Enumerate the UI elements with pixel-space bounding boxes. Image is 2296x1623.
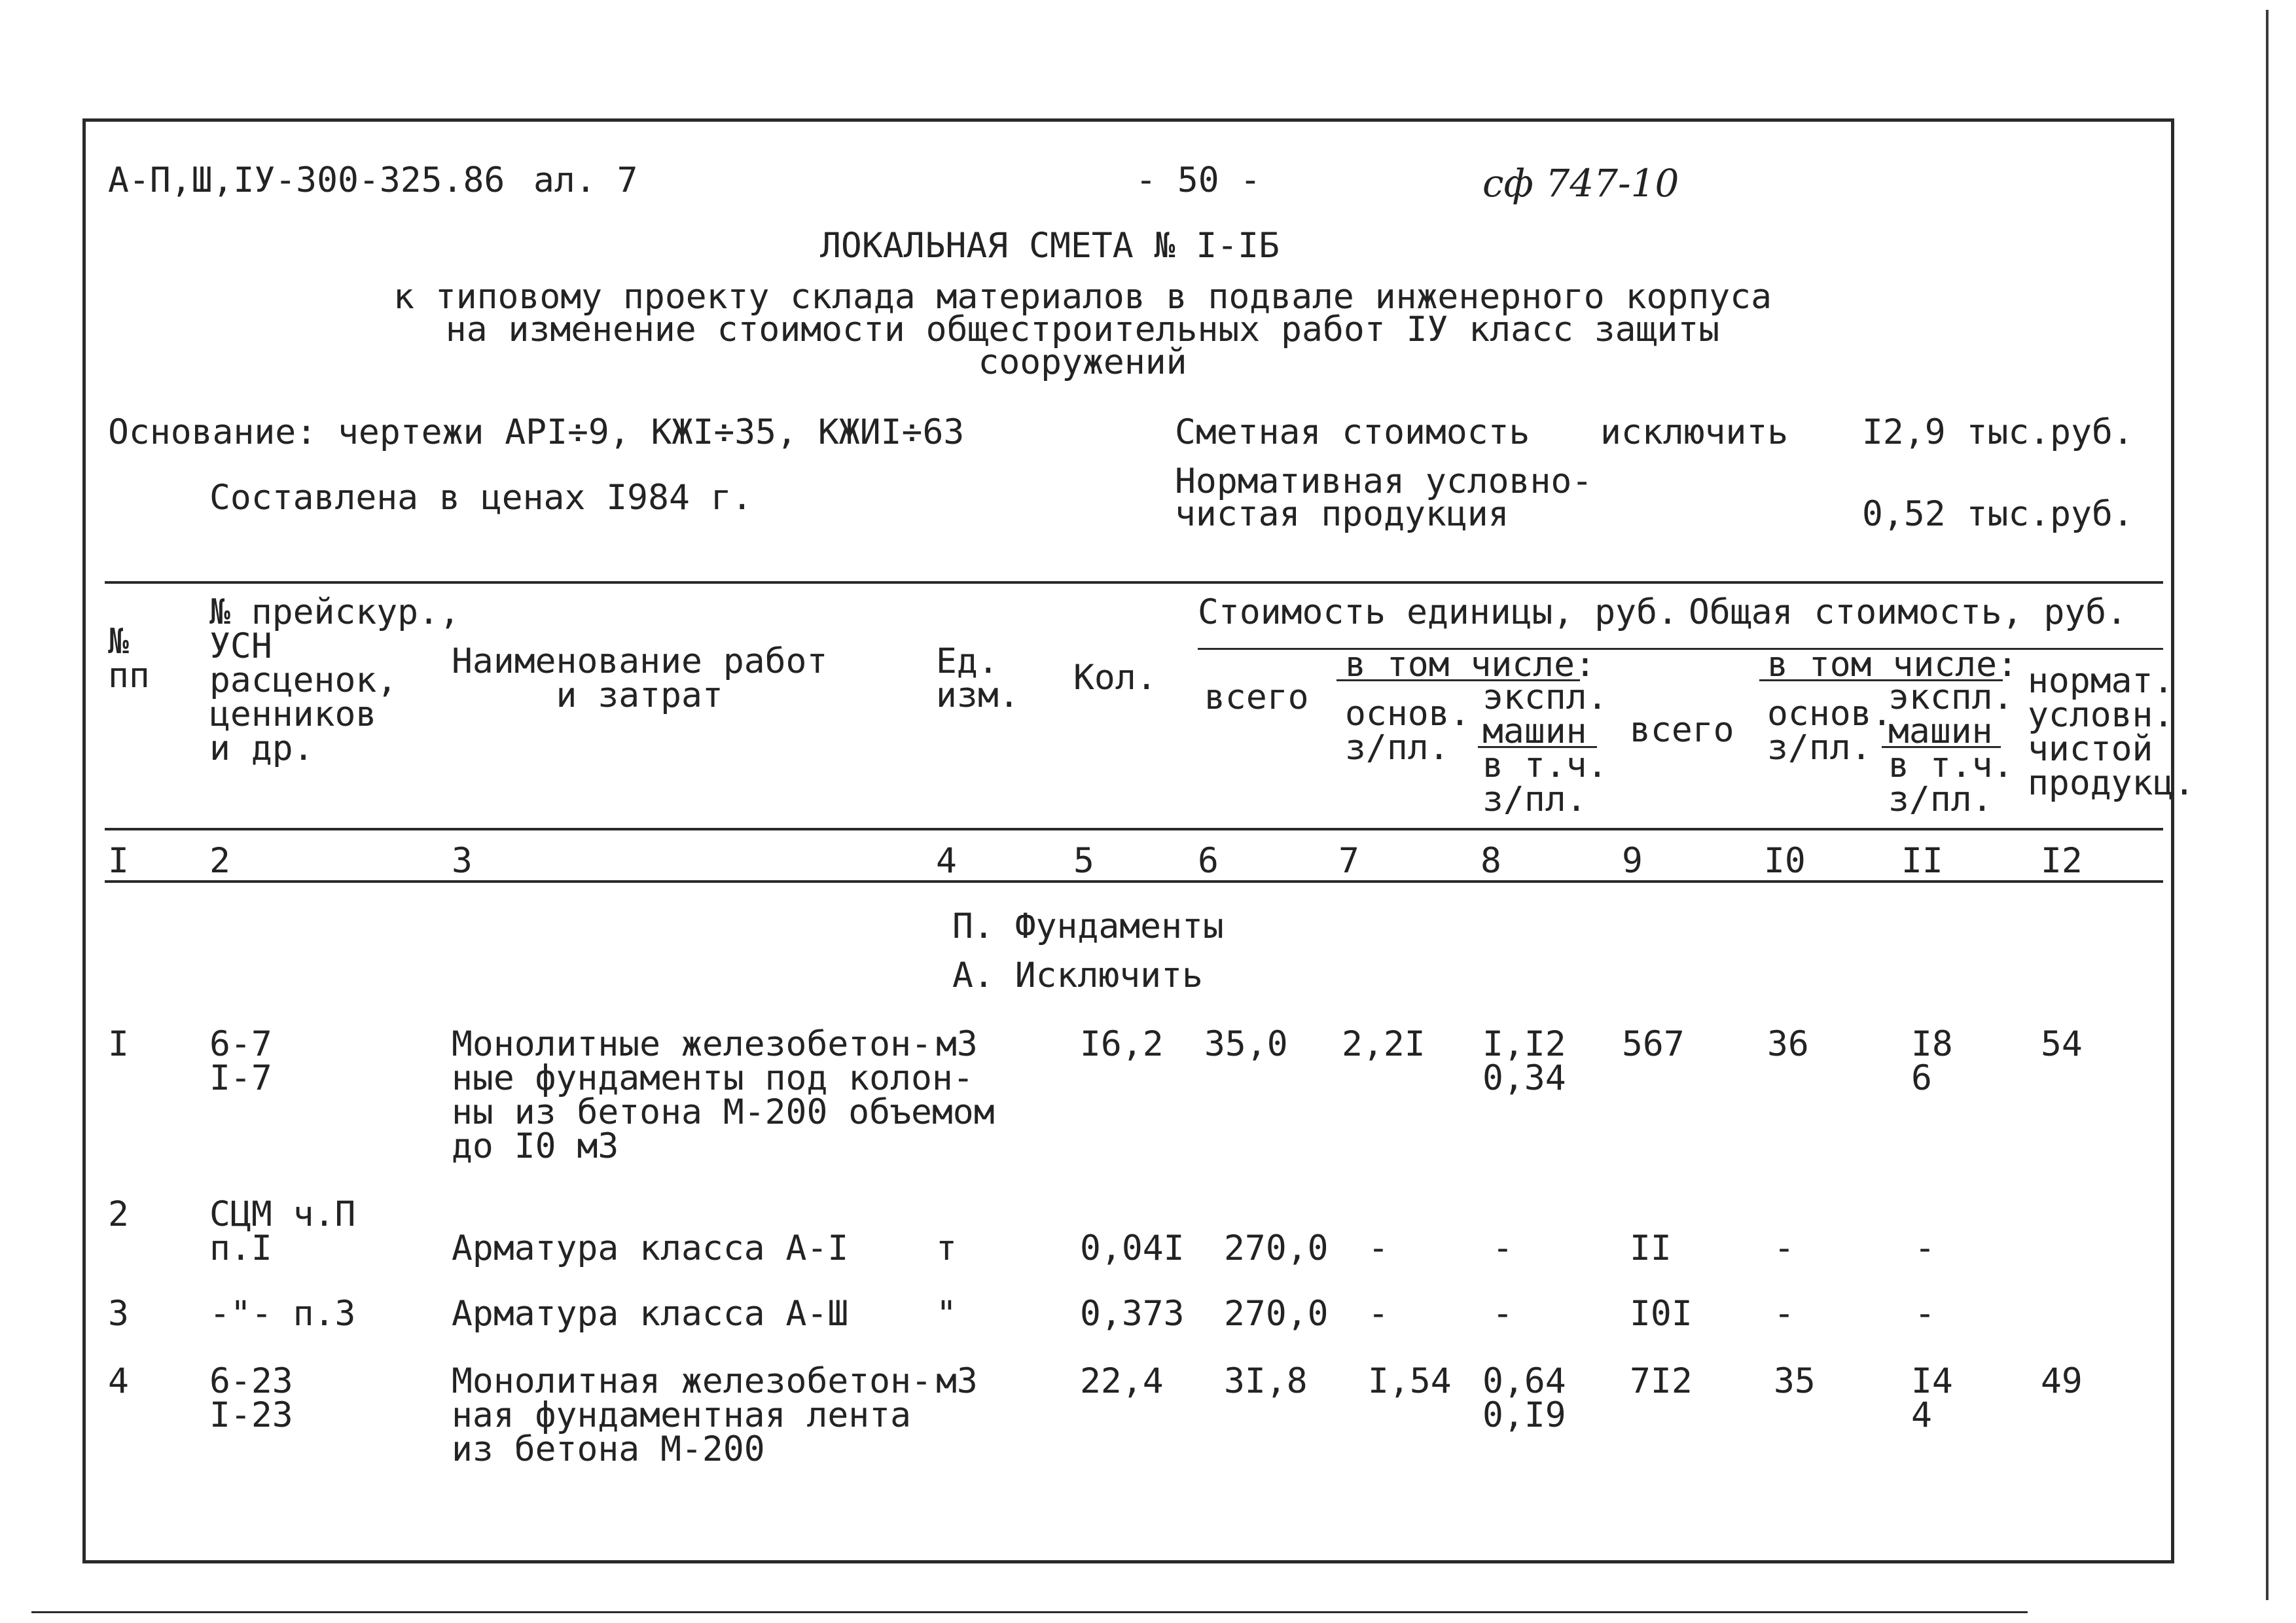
row-total-osnov: - [1774, 1228, 1795, 1268]
cost-value: I2,9 тыс.руб. [1862, 412, 2134, 452]
estimate-title: ЛОКАЛЬНАЯ СМЕТА № I-IБ [820, 226, 1280, 266]
row-total-osnov: 35 [1774, 1361, 1816, 1401]
row-number: I [108, 1024, 129, 1064]
estimate-subtitle-3: сооружений [978, 342, 1187, 382]
row-work-name: Монолитные железобетон- ные фундаменты под колон- ны из бетона М-200 объемом до I0 м3 [452, 1024, 995, 1166]
row-work-name: Арматура класса А-Ш [452, 1294, 849, 1334]
row-total-osnov: - [1774, 1294, 1795, 1334]
handwritten-note: сф 747-10 [1482, 161, 1679, 205]
total-vsego-header: всего [1630, 710, 1734, 750]
estimate-subtitle-1: к типовому проекту склада материалов в подвале инженерного корпуса [393, 277, 1772, 317]
row-total: II [1630, 1228, 1672, 1268]
doc-code: А-П,Ш,IУ-300-325.86 [108, 160, 505, 200]
estimate-subtitle-2: на изменение стоимости общестроительных работ IУ класс защиты [445, 310, 1720, 349]
cost-group-rule [1198, 648, 2163, 650]
row-unit-total: 3I,8 [1224, 1361, 1308, 1401]
row-total-ekspl: - [1914, 1294, 1935, 1334]
row-unit: т [936, 1228, 957, 1268]
col-number: I [108, 841, 129, 881]
unit-cost-header: Стоимость единицы, руб. [1198, 592, 1678, 632]
row-price-ref: 6-23 I-23 [209, 1361, 293, 1435]
col-number: 7 [1338, 841, 1359, 881]
row-total: 7I2 [1630, 1361, 1693, 1401]
row-unit-total: 270,0 [1224, 1294, 1329, 1334]
row-unit-total: 270,0 [1224, 1228, 1329, 1268]
album-number: ал. 7 [533, 160, 638, 200]
numbers-bottom-rule [105, 880, 2163, 883]
row-number: 4 [108, 1361, 129, 1401]
norm-value: 0,52 тыс.руб. [1862, 494, 2134, 534]
row-quantity: 22,4 [1080, 1361, 1164, 1401]
row-unit-ekspl: - [1492, 1294, 1513, 1334]
unit-ekspl-header: экспл. машин в т.ч. з/пл. [1482, 677, 1608, 819]
row-quantity: 0,04I [1080, 1228, 1185, 1268]
col-number: II [1901, 841, 1943, 881]
col-number: I0 [1764, 841, 1806, 881]
row-total-ekspl: I4 4 [1911, 1361, 1953, 1435]
row-work-name: Монолитная железобетон- ная фундаментная лента из бетона М-200 [452, 1361, 932, 1469]
total-incl-header: в том числе: [1767, 645, 2018, 685]
section-title: П. Фундаменты [952, 906, 1224, 946]
prices-text: Составлена в ценах I984 г. [209, 478, 753, 518]
scan-edge-bottom [31, 1611, 2028, 1613]
col-header-norm: нормат. условн. чистой продукц. [2028, 661, 2195, 803]
table-top-rule [105, 581, 2163, 584]
row-norm: 49 [2041, 1361, 2083, 1401]
cost-action: исключить [1600, 412, 1789, 452]
row-quantity: 0,373 [1080, 1294, 1185, 1334]
row-unit-osnov: 2,2I [1342, 1024, 1426, 1064]
row-unit-ekspl: I,I2 0,34 [1482, 1024, 1566, 1098]
row-unit-osnov: I,54 [1368, 1361, 1452, 1401]
unit-total-header: всего [1204, 677, 1309, 717]
row-unit: м3 [936, 1024, 978, 1064]
col-number: 6 [1198, 841, 1219, 881]
page-number: - 50 - [1136, 160, 1261, 200]
row-price-ref: -"- п.3 [209, 1294, 356, 1334]
row-unit-total: 35,0 [1204, 1024, 1288, 1064]
norm-label-1: Нормативная условно- [1175, 461, 1593, 501]
col-header-qty: Кол. [1073, 658, 1157, 698]
row-unit-osnov: - [1368, 1228, 1389, 1268]
row-number: 2 [108, 1194, 129, 1234]
row-number: 3 [108, 1294, 129, 1334]
col-header-unit: Ед. изм. [936, 641, 1020, 715]
row-quantity: I6,2 [1080, 1024, 1164, 1064]
header-bottom-rule [105, 828, 2163, 830]
col-header-price-ref: № прейскур., УСН расценок, ценников и др. [209, 592, 460, 768]
row-total: 567 [1622, 1024, 1685, 1064]
row-unit-ekspl: 0,64 0,I9 [1482, 1361, 1566, 1435]
scan-edge-right [2266, 10, 2269, 1600]
row-unit: " [936, 1294, 957, 1334]
row-total: I0I [1630, 1294, 1693, 1334]
row-price-ref: 6-7 I-7 [209, 1024, 272, 1098]
cost-label: Сметная стоимость [1175, 412, 1530, 452]
row-unit: м3 [936, 1361, 978, 1401]
total-osnov-header: основ. з/пл. [1767, 694, 1893, 768]
row-price-ref: СЦМ ч.П п.I [209, 1194, 356, 1268]
row-unit-osnov: - [1368, 1294, 1389, 1334]
row-total-ekspl: - [1914, 1228, 1935, 1268]
col-number: 9 [1622, 841, 1643, 881]
col-header-num: № пп [108, 622, 150, 696]
col-header-work-name: Наименование работ и затрат [452, 641, 828, 715]
col-number: 5 [1073, 841, 1094, 881]
basis-text: Основание: чертежи АРI÷9, КЖI÷35, КЖИI÷63 [108, 412, 965, 452]
row-unit-ekspl: - [1492, 1228, 1513, 1268]
section-subtitle: А. Исключить [952, 955, 1203, 995]
col-number: 3 [452, 841, 473, 881]
norm-label-2: чистая продукция [1175, 494, 1509, 534]
row-norm: 54 [2041, 1024, 2083, 1064]
col-number: 8 [1480, 841, 1501, 881]
col-number: 2 [209, 841, 230, 881]
col-number: I2 [2041, 841, 2083, 881]
row-work-name: Арматура класса А-I [452, 1228, 849, 1268]
total-ekspl-header: экспл. машин в т.ч. з/пл. [1888, 677, 2014, 819]
unit-incl-header: в том числе: [1345, 645, 1596, 685]
col-number: 4 [936, 841, 957, 881]
row-total-osnov: 36 [1767, 1024, 1809, 1064]
total-cost-header: Общая стоимость, руб. [1689, 592, 2128, 632]
unit-osnov-header: основ. з/пл. [1345, 694, 1471, 768]
row-total-ekspl: I8 6 [1911, 1024, 1953, 1098]
